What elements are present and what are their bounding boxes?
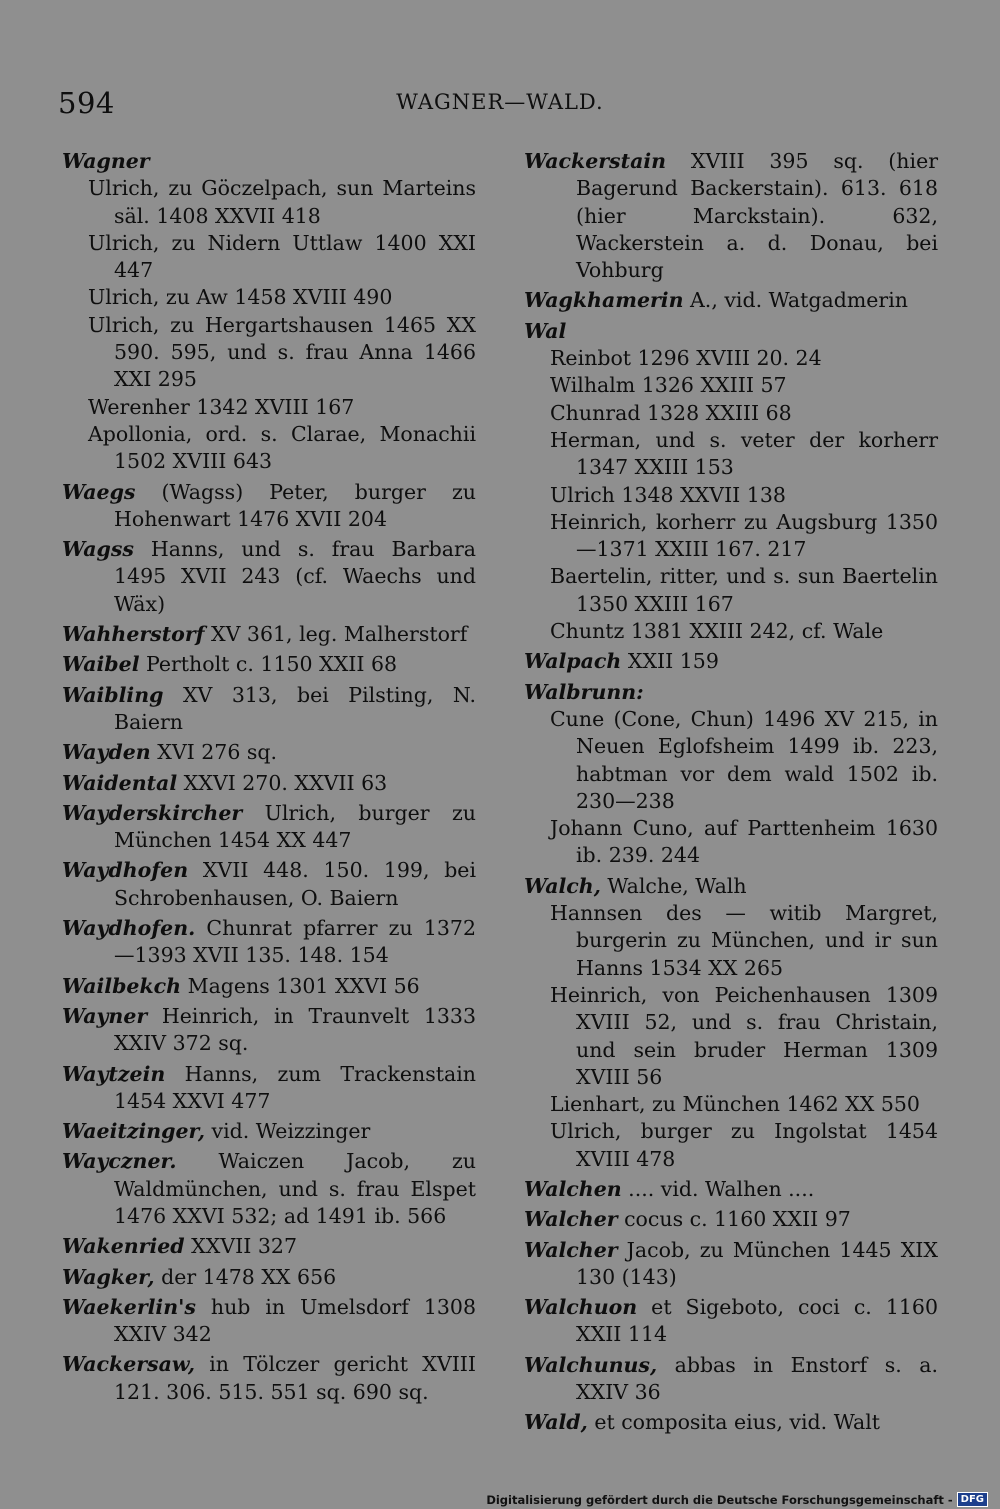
right-column <box>524 148 938 1440</box>
entry-line <box>62 1118 476 1145</box>
entry-line <box>62 1264 476 1291</box>
entry-line <box>62 536 476 618</box>
entry-text: Jacob, zu München 1445 XIX 130 (143) <box>576 1237 938 1289</box>
sub-entry: Werenher 1342 XVIII 167 <box>88 394 355 419</box>
index-entry <box>62 479 476 534</box>
entry-headword: Wayderskircher <box>62 800 243 825</box>
entry-headword: Wagss <box>62 537 134 562</box>
entry-line <box>524 148 938 284</box>
index-entry <box>62 1003 476 1058</box>
entry-text: XVI 276 sq. <box>150 740 278 765</box>
entry-headword: Wackersaw, <box>62 1352 195 1377</box>
sub-entry: Herman, und s. veter der korherr 1347 XXIII 153 <box>550 427 938 480</box>
entry-headword: Waidental <box>62 770 178 795</box>
entry-headword: Wagkhamerin <box>524 288 684 313</box>
index-entry <box>524 1206 938 1233</box>
sub-entry: Chuntz 1381 XXIII 242, cf. Wale <box>550 619 884 644</box>
entry-line <box>524 1237 938 1292</box>
entry-text: vid. Weizzinger <box>204 1119 371 1144</box>
entry-line <box>62 651 476 678</box>
sub-entry: Chunrad 1328 XXIII 68 <box>550 400 792 425</box>
sub-entry: Ulrich 1348 XXVII 138 <box>550 482 786 507</box>
entry-text: XV 361, leg. Malherstorf <box>204 622 468 647</box>
entry-text: Magens 1301 XXVI 56 <box>181 973 420 998</box>
sub-entry: Cune (Cone, Chun) 1496 XV 215, in Neuen Eglofsheim 1499 ib. 223, habtman vor dem wald 1502 ib. 230—238 <box>550 706 938 813</box>
entry-headword: Waydhofen <box>62 858 189 883</box>
index-entry <box>62 621 476 648</box>
entry-text: der 1478 XX 656 <box>154 1264 337 1289</box>
index-entry <box>62 1351 476 1406</box>
index-entry <box>62 536 476 618</box>
entry-headword: Walchuon <box>524 1295 638 1320</box>
entry-line <box>62 915 476 970</box>
entry-headword: Wal <box>524 318 567 343</box>
entry-text: .... vid. Walhen .... <box>621 1176 815 1201</box>
entry-line <box>62 148 476 175</box>
sub-entry: Hannsen des — witib Margret, burgerin zu München, und ir sun Hanns 1534 XX 265 <box>550 901 938 980</box>
index-entry <box>62 1294 476 1349</box>
entry-line <box>62 1351 476 1406</box>
entry-headword: Walch, <box>524 873 601 898</box>
entry-line <box>62 973 476 1000</box>
entry-line <box>62 621 476 648</box>
entry-line <box>524 287 938 314</box>
entry-headword: Waegs <box>62 479 136 504</box>
entry-text: Waiczen Jacob, zu Waldmünchen, und s. frau Elspet 1476 XXVI 532; ad 1491 ib. 566 <box>114 1149 476 1228</box>
entry-text: Ulrich, burger zu München 1454 XX 447 <box>114 800 476 853</box>
entry-headword: Wayner <box>62 1003 148 1028</box>
entry-headword: Waekerlin's <box>62 1294 196 1319</box>
sub-entry: Ulrich, zu Nidern Uttlaw 1400 XXI 447 <box>88 230 476 283</box>
index-entry <box>62 857 476 912</box>
entry-headword: Walchunus, <box>524 1352 658 1377</box>
index-entry <box>62 770 476 797</box>
entry-line <box>524 1294 938 1349</box>
entry-headword: Wailbekch <box>62 973 182 998</box>
sub-entry: Ulrich, zu Göczelpach, sun Marteins säl. 1408 XXVII 418 <box>88 176 476 228</box>
entry-line <box>62 1148 476 1230</box>
index-entry <box>524 648 938 675</box>
entry-text: Heinrich, in Traunvelt 1333 XXIV 372 sq. <box>114 1003 476 1056</box>
entry-line <box>524 1206 938 1233</box>
index-entry <box>62 1148 476 1230</box>
entry-headword: Wayden <box>62 740 151 765</box>
sub-entry: Wilhalm 1326 XXIII 57 <box>550 373 787 398</box>
index-entry <box>524 1176 938 1203</box>
page-number: 594 <box>58 86 115 120</box>
sub-entry: Lienhart, zu München 1462 XX 550 <box>550 1092 920 1117</box>
index-entry <box>524 873 938 1173</box>
entry-headword: Walcher <box>524 1207 618 1232</box>
sub-entry: Apollonia, ord. s. Clarae, Monachii 1502 XVIII 643 <box>88 421 476 474</box>
index-entry <box>62 800 476 855</box>
index-entry <box>524 287 938 314</box>
sub-entry: Heinrich, korherr zu Augsburg 1350—1371 XXIII 167. 217 <box>550 509 938 562</box>
entry-line <box>62 770 476 797</box>
entry-headword: Waeitzinger, <box>62 1119 205 1144</box>
entry-headword: Wahherstorf <box>62 622 205 647</box>
sub-entry: Heinrich, von Peichenhausen 1309 XVIII 52, und s. frau Christain, und sein bruder Herman 1309 XVIII 56 <box>550 982 938 1089</box>
entry-headword: Walpach <box>524 649 622 674</box>
entry-text: XXVI 270. XXVII 63 <box>177 770 388 795</box>
sub-entry: Reinbot 1296 XVIII 20. 24 <box>550 346 822 371</box>
index-entry <box>524 1352 938 1407</box>
entry-line <box>62 857 476 912</box>
entry-headword: Walchen <box>524 1176 622 1201</box>
running-head: WAGNER—WALD. <box>396 90 604 114</box>
index-entry <box>524 318 938 646</box>
entry-line <box>524 679 938 706</box>
footer-text: Digitalisierung gefördert durch die Deutsche Forschungsgemeinschaft - <box>486 1492 953 1507</box>
entry-line <box>524 318 938 345</box>
entry-text: XXVII 327 <box>184 1234 297 1259</box>
sub-entry: Ulrich, burger zu Ingolstat 1454 XVIII 478 <box>550 1119 938 1171</box>
entry-line <box>62 739 476 766</box>
entry-line <box>524 873 938 900</box>
entry-text: Walche, Walh <box>600 873 747 898</box>
entry-headword: Wagner <box>62 149 150 173</box>
entry-text: XXII 159 <box>621 649 719 674</box>
sub-entry: Ulrich, zu Aw 1458 XVIII 490 <box>88 285 393 310</box>
entry-headword: Wald, <box>524 1410 588 1435</box>
entry-text: abbas in Enstorf s. a. XXIV 36 <box>576 1352 938 1405</box>
index-entry <box>62 682 476 737</box>
entry-text: et composita eius, vid. Walt <box>587 1410 881 1435</box>
entry-headword: Wagker, <box>62 1264 155 1289</box>
entry-text: et Sigeboto, coci c. 1160 XXII 114 <box>576 1295 938 1347</box>
entry-text: Hanns, zum Trackenstain 1454 XXVI 477 <box>114 1061 476 1113</box>
left-column <box>62 148 476 1409</box>
entry-headword: Waibel <box>62 652 140 677</box>
entry-headword: Wackerstain <box>524 149 667 173</box>
entry-text: Pertholt c. 1150 XXII 68 <box>139 652 398 677</box>
entry-headword: Wakenried <box>62 1234 185 1259</box>
entry-headword: Waytzein <box>62 1061 166 1086</box>
entry-headword: Walbrunn: <box>524 679 644 704</box>
index-entry <box>62 1118 476 1145</box>
entry-line <box>62 1233 476 1260</box>
index-entry <box>524 148 938 284</box>
entry-line <box>62 1061 476 1116</box>
entry-text: XV 313, bei Pilsting, N. Baiern <box>114 682 476 734</box>
index-entry <box>62 651 476 678</box>
entry-line <box>524 1409 938 1436</box>
entry-headword: Waibling <box>62 682 164 707</box>
entry-line <box>524 1352 938 1407</box>
entry-text: Chunrat pfarrer zu 1372—1393 XVII 135. 148. 154 <box>114 916 476 968</box>
entry-text: XVII 448. 150. 199, bei Schrobenhausen, O. Baiern <box>114 858 476 910</box>
entry-headword: Wayczner. <box>62 1149 177 1174</box>
entry-text: A., vid. Watgadmerin <box>683 288 908 313</box>
entry-headword: Waydhofen. <box>62 916 196 941</box>
footer <box>486 1492 988 1507</box>
entry-line <box>62 682 476 737</box>
entry-line <box>524 1176 938 1203</box>
entry-text: cocus c. 1160 XXII 97 <box>617 1207 851 1232</box>
sub-entry: Baertelin, ritter, und s. sun Baertelin 1350 XXIII 167 <box>550 564 938 616</box>
entry-line <box>62 800 476 855</box>
entry-line <box>62 1294 476 1349</box>
index-entry <box>62 915 476 970</box>
index-entry <box>524 1237 938 1292</box>
index-entry <box>62 1264 476 1291</box>
entry-text: in Tölczer gericht XVIII 121. 306. 515. 551 sq. 690 sq. <box>114 1352 476 1404</box>
index-entry <box>524 679 938 870</box>
index-entry <box>524 1294 938 1349</box>
entry-text: hub in Umelsdorf 1308 XXIV 342 <box>114 1294 476 1347</box>
entry-headword: Walcher <box>524 1237 618 1262</box>
entry-text: (Wagss) Peter, burger zu Hohenwart 1476 XVII 204 <box>114 479 476 531</box>
index-entry <box>62 1061 476 1116</box>
index-entry <box>524 1409 938 1436</box>
entry-line <box>62 1003 476 1058</box>
index-entry <box>62 148 476 476</box>
sub-entry: Johann Cuno, auf Parttenheim 1630 ib. 239. 244 <box>550 816 938 868</box>
index-entry <box>62 1233 476 1260</box>
entry-text: Hanns, und s. frau Barbara 1495 XVII 243 (cf. Waechs und Wäx) <box>114 537 476 616</box>
entry-text: XVIII 395 sq. (hier Bagerund Backerstain). 613. 618 (hier Marckstain). 632, Wackerstein a. d. Donau, bei Vohburg <box>576 149 938 283</box>
sub-entry: Ulrich, zu Hergartshausen 1465 XX 590. 595, und s. frau Anna 1466 XXI 295 <box>88 312 476 392</box>
entry-line <box>524 648 938 675</box>
entry-line <box>62 479 476 534</box>
index-entry <box>62 973 476 1000</box>
index-entry <box>62 739 476 766</box>
dfg-logo: DFG <box>957 1492 988 1507</box>
